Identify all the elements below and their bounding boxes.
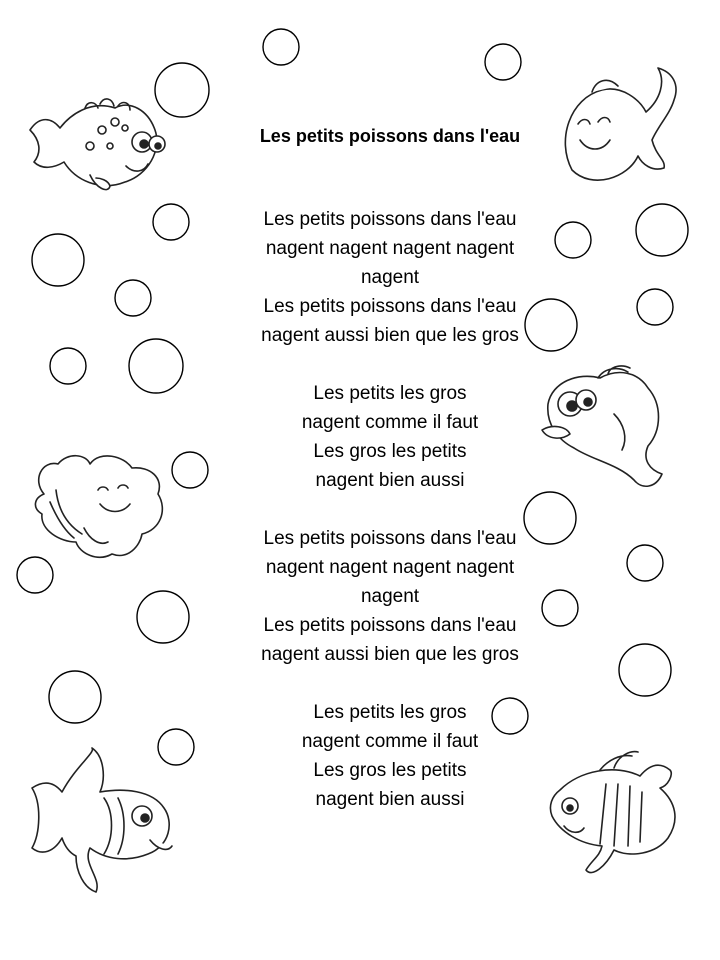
bubble-icon <box>49 671 101 723</box>
lyric-line: nagent bien aussi <box>315 789 465 810</box>
lyric-line: nagent comme il faut <box>301 731 479 752</box>
lyric-line: nagent bien aussi <box>315 470 465 491</box>
lyric-line: nagent aussi bien que les gros <box>261 644 519 665</box>
lyric-line: Les gros les petits <box>313 760 467 781</box>
lyric-line: nagent <box>360 267 420 288</box>
lyric-line: nagent <box>360 586 420 607</box>
lyric-line: nagent aussi bien que les gros <box>261 325 519 346</box>
lyric-line: Les petits poissons dans l'eau <box>263 209 517 230</box>
lyric-line: Les petits poissons dans l'eau <box>263 615 517 636</box>
stanza-1 <box>220 205 560 350</box>
smiling-fish-icon <box>565 68 676 180</box>
bubble-icon <box>115 280 151 316</box>
stanza-3 <box>220 524 560 669</box>
lyric-line: nagent comme il faut <box>301 412 479 433</box>
bubble-icon <box>153 204 189 240</box>
round-fish-icon <box>35 456 162 557</box>
stanza-2 <box>220 379 560 495</box>
bubble-icon <box>50 348 86 384</box>
striped-fish-icon <box>550 752 675 873</box>
song-lyrics <box>220 122 560 843</box>
song-title: Les petits poissons dans l'eau <box>259 126 521 146</box>
stanza-4 <box>220 698 560 814</box>
bubble-icon <box>619 644 671 696</box>
lyric-line: nagent nagent nagent nagent <box>265 238 515 259</box>
goggle-eyed-fish-icon <box>542 366 662 486</box>
bubble-icon <box>636 204 688 256</box>
lyric-line: Les petits les gros <box>313 702 467 723</box>
bubble-icon <box>172 452 208 488</box>
bubble-icon <box>637 289 673 325</box>
bubble-icon <box>129 339 183 393</box>
bubble-icon <box>263 29 299 65</box>
bubble-icon <box>627 545 663 581</box>
bubble-icon <box>158 729 194 765</box>
bubble-icon <box>155 63 209 117</box>
bubble-icon <box>485 44 521 80</box>
spotted-fish-icon <box>30 99 165 190</box>
sailfin-fish-icon <box>32 748 172 892</box>
bubble-icon <box>32 234 84 286</box>
lyric-line: Les petits poissons dans l'eau <box>263 528 517 549</box>
lyric-line: nagent nagent nagent nagent <box>265 557 515 578</box>
lyric-line: Les petits les gros <box>313 383 467 404</box>
bubble-icon <box>137 591 189 643</box>
lyric-line: Les gros les petits <box>313 441 467 462</box>
bubble-icon <box>555 222 591 258</box>
bubble-icon <box>17 557 53 593</box>
lyric-line: Les petits poissons dans l'eau <box>263 296 517 317</box>
